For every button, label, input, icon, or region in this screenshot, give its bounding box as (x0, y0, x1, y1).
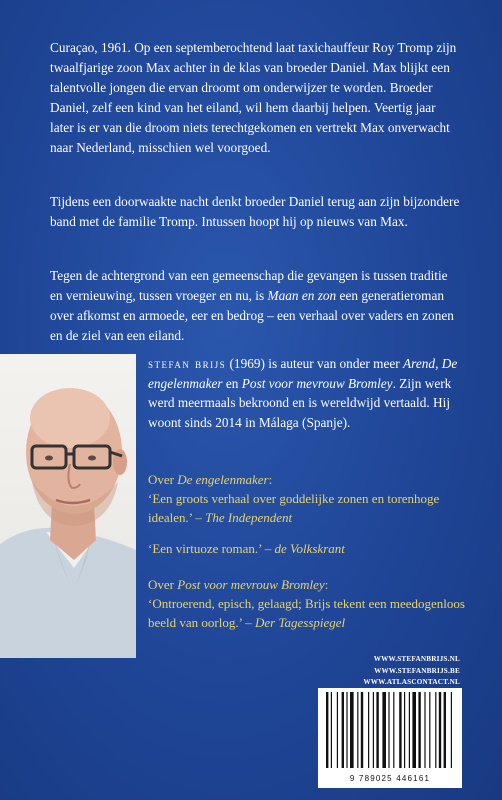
barcode (318, 688, 462, 788)
blurb-p3-after: een generatieroman over afkomst en armoede, eer en bedrog – een verhaal over vaders en zonen en de ziel van een eiland. (50, 288, 454, 343)
barcode-bar (393, 692, 394, 768)
praise-block-2 (148, 539, 468, 558)
barcode-bar (368, 692, 369, 768)
barcode-bar (409, 692, 410, 768)
praise-over-3: Over (148, 577, 174, 592)
barcode-bar (424, 692, 425, 768)
praise-dash-1: – (195, 510, 202, 525)
author-bio-rest: . Zijn werk werd meermaals bekroond en is wereldwijd vertaald. Hij woont sinds 2014 in Málaga (Spanje). (148, 375, 452, 430)
praise-quote-3: ‘Ontroerend, episch, gelaagd; Brijs tekent een meedogenloos beeld van oorlog.’ (148, 596, 465, 630)
barcode-bar (342, 692, 344, 768)
blurb-paragraph-3 (50, 266, 460, 346)
barcode-bar (412, 692, 416, 768)
barcode-bar (331, 692, 332, 768)
book-title-arend: Arend (403, 356, 436, 371)
praise-title-1: De engelenmaker (177, 472, 269, 487)
barcode-bar (361, 692, 363, 768)
url-stefanbrijs-be[interactable]: WWW.STEFANBRIJS.BE (374, 666, 460, 675)
barcode-number: 9 789025 446161 (349, 774, 431, 783)
author-years: (1969) is auteur van onder meer (229, 356, 400, 371)
praise-block-1: Over De engelenmaker: ‘Een groots verhaal over goddelijke zonen en torenhoge idealen.’ – The Independent (148, 472, 440, 525)
barcode-bar (435, 692, 436, 768)
barcode-bar (373, 692, 374, 768)
barcode-bar (418, 692, 420, 768)
barcode-bar (376, 692, 378, 768)
author-bio: stefan brijs (1969) is auteur van onder meer Arend, De engelenmaker en Post voor mevrouw Bromley. Zijn werk werd meermaals bekroond en is wereldwijd vertaald. Hij woont sinds 2014 in Málaga (Spanje). (148, 356, 458, 430)
book-title-maan-en-zon: Maan en zon (267, 288, 337, 303)
barcode-bar (404, 692, 405, 768)
praise-source-3: Der Tagesspiegel (254, 615, 346, 630)
author-en: en (225, 375, 239, 391)
author-portrait-illustration (0, 354, 136, 658)
barcode-bar (346, 692, 347, 768)
barcode-bar (382, 692, 386, 768)
praise-dash-2: – (264, 541, 272, 556)
url-stefanbrijs-nl[interactable]: WWW.STEFANBRIJS.NL (373, 655, 460, 663)
praise-block-3: Over Post voor mevrouw Bromley: ‘Ontroerend, episch, gelaagd; Brijs tekent een meedogenloos beeld van oorlog.’ – Der Tagesspiegel (148, 577, 465, 630)
blurb-paragraph-1: Curaçao, 1961. Op een septemberochtend laat taxichauffeur Roy Tromp zijn twaalfjarige zoon Max achter in de klas van broeder Daniel. Max blijkt een talentvolle jongen die ervan droomt om onderwijzer te worden. Broeder Daniel, zelf een kind van het eiland, wil hem daarbij helpen. Veertig jaar later is er van die droom niets terechtgekomen en vertrekt Max onverwacht naar Nederland, misschien wel voorgoed. (50, 40, 457, 155)
book-title-bromley: Post voor mevrouw Bromley (241, 375, 393, 391)
blurb-p3-before: Tegen de achtergrond van een gemeenschap die gevangen is tussen traditie en vernieuwing, tussen vroeger en nu, is (50, 268, 448, 303)
barcode-bar (439, 692, 441, 768)
barcode-bar (388, 692, 389, 768)
barcode-bar (326, 692, 328, 768)
praise-source-2: de Volkskrant (274, 541, 345, 556)
praise-quote-2: ‘Een virtuoze roman.’ (148, 541, 262, 556)
author-photo (0, 354, 136, 658)
praise-quote-1: ‘Een groots verhaal over goddelijke zonen en torenhoge idealen.’ (148, 491, 440, 525)
barcode-bar (350, 692, 354, 768)
barcode-bar (337, 692, 338, 768)
praise-over-1: Over (148, 472, 174, 487)
barcode-bar (444, 692, 446, 768)
praise-source-1: The Independent (205, 510, 293, 525)
barcode-bar (399, 692, 401, 768)
website-list (336, 654, 460, 689)
blurb-paragraph-2: Tijdens een doorwaakte nacht denkt broeder Daniel terug aan zijn bijzondere band met de familie Tromp. Intussen hoopt hij op nieuws van Max. (50, 194, 460, 229)
url-atlascontact-nl[interactable]: WWW.ATLASCONTACT.NL (363, 678, 460, 686)
praise-dash-3: – (245, 615, 252, 630)
author-name: stefan brijs (148, 356, 227, 371)
book-title-engelenmaker: De engelenmaker (148, 356, 458, 391)
barcode-bar (451, 692, 452, 768)
barcode-bar (429, 692, 430, 768)
praise-title-3: Post voor mevrouw Bromley (177, 577, 325, 592)
barcode-bar (357, 692, 358, 768)
barcode-bars (318, 688, 462, 772)
